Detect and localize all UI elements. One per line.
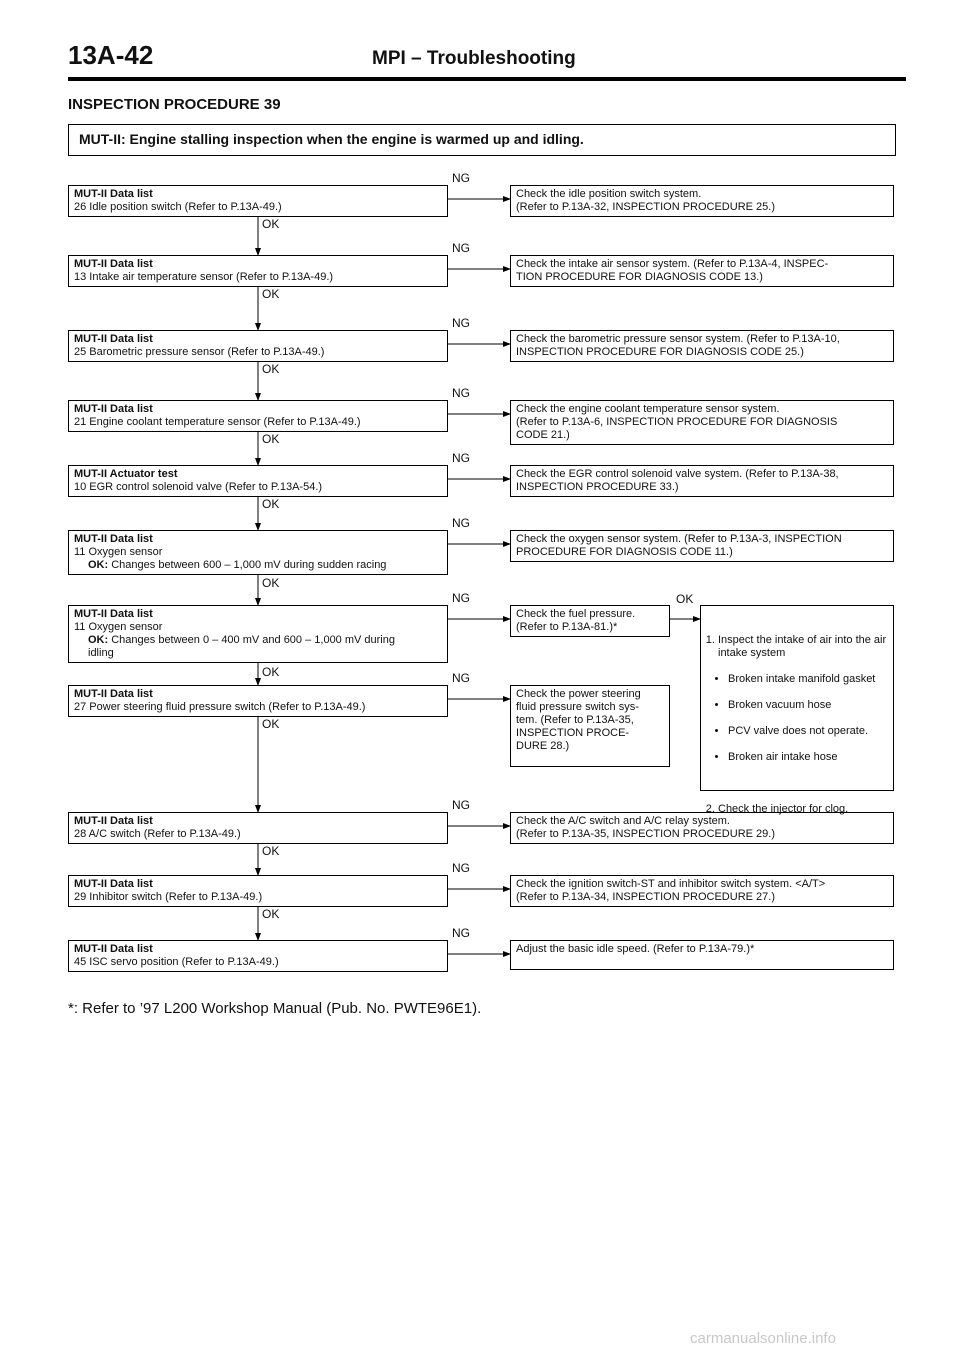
check-heading: MUT-II Data list — [74, 258, 153, 270]
check-box-2 — [68, 255, 448, 287]
check-text: 27 Power steering fluid pressure switch (Refer to P.13A-49.) — [74, 701, 366, 713]
check-box-11 — [68, 940, 448, 972]
check-text: 26 Idle position switch (Refer to P.13A-49.) — [74, 201, 282, 213]
check-text: 11 Oxygen sensor — [74, 546, 163, 558]
bullet-1: • Broken intake manifold gasket — [728, 673, 888, 686]
ok-label-2: OK — [262, 287, 280, 301]
ok-criteria-label: OK: — [88, 634, 109, 646]
intake-check-box — [700, 605, 894, 815]
watermark: carmanualsonline.info — [690, 1330, 836, 1347]
ng-action-box-2: Check the intake air sensor system. (Refer to P.13A-4, INSPEC- TION PROCEDURE FOR DIAGNOSIS CODE 13.) — [510, 255, 894, 287]
intake-check-list — [706, 621, 888, 829]
check-text: 21 Engine coolant temperature sensor (Refer to P.13A-49.) — [74, 416, 361, 428]
ng-label-4: NG — [452, 386, 470, 400]
check-heading: MUT-II Data list — [74, 815, 153, 827]
check-box-8 — [68, 685, 448, 717]
check-text: 28 A/C switch (Refer to P.13A-49.) — [74, 828, 241, 840]
check-heading: MUT-II Actuator test — [74, 468, 178, 480]
intake-item-1: 1. Inspect the intake of air into the air intake system • Broken intake manifold gasket • Broken vacuum hose • PCV valve does not operate. • Broken air intake hose — [718, 634, 888, 790]
bullet-4: • Broken air intake hose — [728, 751, 888, 764]
ng-action-box-5: Check the EGR control solenoid valve system. (Refer to P.13A-38, INSPECTION PROCEDURE 33.) — [510, 465, 894, 497]
check-text: 45 ISC servo position (Refer to P.13A-49.) — [74, 956, 279, 968]
check-heading: MUT-II Data list — [74, 943, 153, 955]
ng-label-3: NG — [452, 316, 470, 330]
ng-label-5: NG — [452, 451, 470, 465]
ng-action-box-6: Check the oxygen sensor system. (Refer to P.13A-3, INSPECTION PROCEDURE FOR DIAGNOSIS CODE 11.) — [510, 530, 894, 562]
ng-label-1: NG — [452, 171, 470, 185]
check-heading: MUT-II Data list — [74, 403, 153, 415]
ok-label-4: OK — [262, 432, 280, 446]
bullet-2: • Broken vacuum hose — [728, 699, 888, 712]
check-heading: MUT-II Data list — [74, 333, 153, 345]
check-text: 29 Inhibitor switch (Refer to P.13A-49.) — [74, 891, 263, 903]
check-heading: MUT-II Data list — [74, 608, 153, 620]
ng-action-box-11: Adjust the basic idle speed. (Refer to P.13A-79.)* — [510, 940, 894, 970]
check-box-9 — [68, 812, 448, 844]
check-box-6 — [68, 530, 448, 575]
ng-label-7: NG — [452, 591, 470, 605]
check-heading: MUT-II Data list — [74, 688, 153, 700]
ng-action-box-9: Check the A/C switch and A/C relay system. (Refer to P.13A-35, INSPECTION PROCEDURE 29.) — [510, 812, 894, 844]
section-title: MPI – Troubleshooting — [372, 48, 576, 69]
ok-label-10: OK — [262, 907, 280, 921]
ok-label-5: OK — [262, 497, 280, 511]
ok-label-3: OK — [262, 362, 280, 376]
check-ok-criteria — [74, 559, 442, 572]
ng-label-8: NG — [452, 671, 470, 685]
footnote: *: Refer to ’97 L200 Workshop Manual (Pub. No. PWTE96E1). — [68, 1000, 482, 1017]
bullet-3: • PCV valve does not operate. — [728, 725, 888, 738]
ok-criteria-label: OK: — [88, 559, 109, 571]
intake-item-2: 2. Check the injector for clog. — [718, 803, 888, 816]
check-box-7 — [68, 605, 448, 663]
ng-label-2: NG — [452, 241, 470, 255]
ok-label-9: OK — [262, 844, 280, 858]
check-box-5 — [68, 465, 448, 497]
check-box-1 — [68, 185, 448, 217]
ok-criteria-text: Changes between 600 – 1,000 mV during sudden racing — [111, 559, 387, 571]
ok-criteria-text: Changes between 0 – 400 mV and 600 – 1,000 mV during idling — [88, 634, 395, 659]
ok-label-6: OK — [262, 576, 280, 590]
check-text: 10 EGR control solenoid valve (Refer to P.13A-54.) — [74, 481, 323, 493]
check-ok-criteria — [74, 634, 442, 660]
ng-action-box-3: Check the barometric pressure sensor system. (Refer to P.13A-10, INSPECTION PROCEDURE FOR DIAGNOSIS CODE 25.) — [510, 330, 894, 362]
ng-action-box-4: Check the engine coolant temperature sensor system. (Refer to P.13A-6, INSPECTION PROCEDURE FOR DIAGNOSIS CODE 21.) — [510, 400, 894, 445]
check-text: 25 Barometric pressure sensor (Refer to P.13A-49.) — [74, 346, 325, 358]
ng-action-box-10: Check the ignition switch-ST and inhibitor switch system. <A/T> (Refer to P.13A-34, INSPECTION PROCEDURE 27.) — [510, 875, 894, 907]
ng-action-box-7: Check the fuel pressure. (Refer to P.13A-81.)* — [510, 605, 670, 637]
check-heading: MUT-II Data list — [74, 878, 153, 890]
symptom-text: MUT-II: Engine stalling inspection when the engine is warmed up and idling. — [79, 131, 584, 147]
ng-label-10: NG — [452, 861, 470, 875]
ok-label-fuel: OK — [676, 592, 694, 606]
ng-label-9: NG — [452, 798, 470, 812]
ok-label-8: OK — [262, 717, 280, 731]
page-number: 13A-42 — [68, 40, 154, 70]
procedure-title: INSPECTION PROCEDURE 39 — [68, 96, 281, 113]
intake-bullets — [718, 660, 888, 777]
ok-label-1: OK — [262, 217, 280, 231]
check-box-10 — [68, 875, 448, 907]
check-box-4 — [68, 400, 448, 432]
ng-label-11: NG — [452, 926, 470, 940]
check-heading: MUT-II Data list — [74, 533, 153, 545]
check-box-3 — [68, 330, 448, 362]
ng-action-box-8: Check the power steering fluid pressure switch sys- tem. (Refer to P.13A-35, INSPECTION PROCE- DURE 28.) — [510, 685, 670, 767]
ng-action-box-1: Check the idle position switch system. (Refer to P.13A-32, INSPECTION PROCEDURE 25.) — [510, 185, 894, 217]
ok-label-7: OK — [262, 665, 280, 679]
check-text: 13 Intake air temperature sensor (Refer to P.13A-49.) — [74, 271, 334, 283]
check-heading: MUT-II Data list — [74, 188, 153, 200]
check-text: 11 Oxygen sensor — [74, 621, 163, 633]
ng-label-6: NG — [452, 516, 470, 530]
